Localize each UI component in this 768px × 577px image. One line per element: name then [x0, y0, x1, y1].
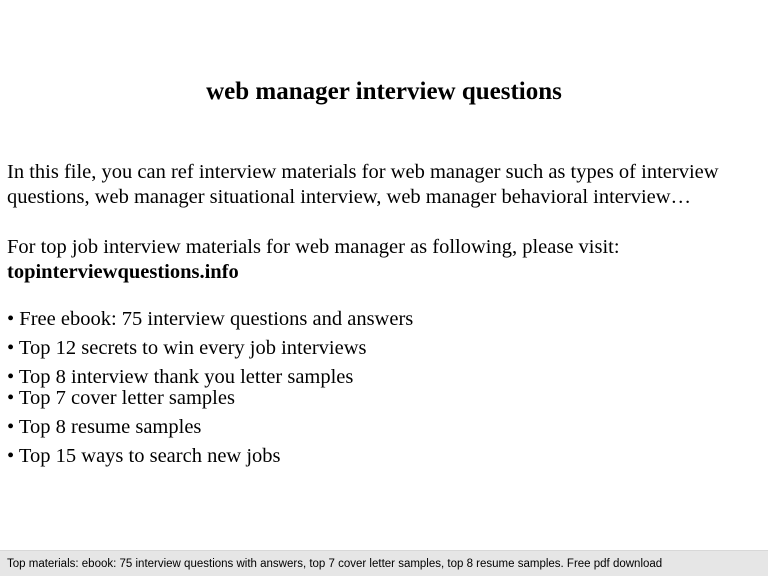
visit-text: For top job interview materials for web manager as following, please visit:	[7, 236, 620, 258]
visit-paragraph	[7, 235, 757, 285]
list-item: • Free ebook: 75 interview questions and answers	[7, 308, 414, 330]
materials-list	[7, 307, 757, 468]
footer-bar: Top materials: ebook: 75 interview questions with answers, top 7 cover letter samples, top 8 resume samples. Free pdf download	[0, 550, 768, 576]
site-link[interactable]: topinterviewquestions.info	[7, 261, 239, 283]
list-item: • Top 8 interview thank you letter samples	[7, 366, 354, 388]
page-title: web manager interview questions	[206, 78, 562, 105]
intro-paragraph: In this file, you can ref interview materials for web manager such as types of interview questions, web manager situational interview, web manager behavioral interview…	[7, 161, 719, 208]
list-item: • Top 8 resume samples	[7, 416, 202, 438]
list-item: • Top 12 secrets to win every job interviews	[7, 337, 367, 359]
list-item: • Top 15 ways to search new jobs	[7, 445, 281, 467]
list-item: • Top 7 cover letter samples	[7, 387, 235, 409]
